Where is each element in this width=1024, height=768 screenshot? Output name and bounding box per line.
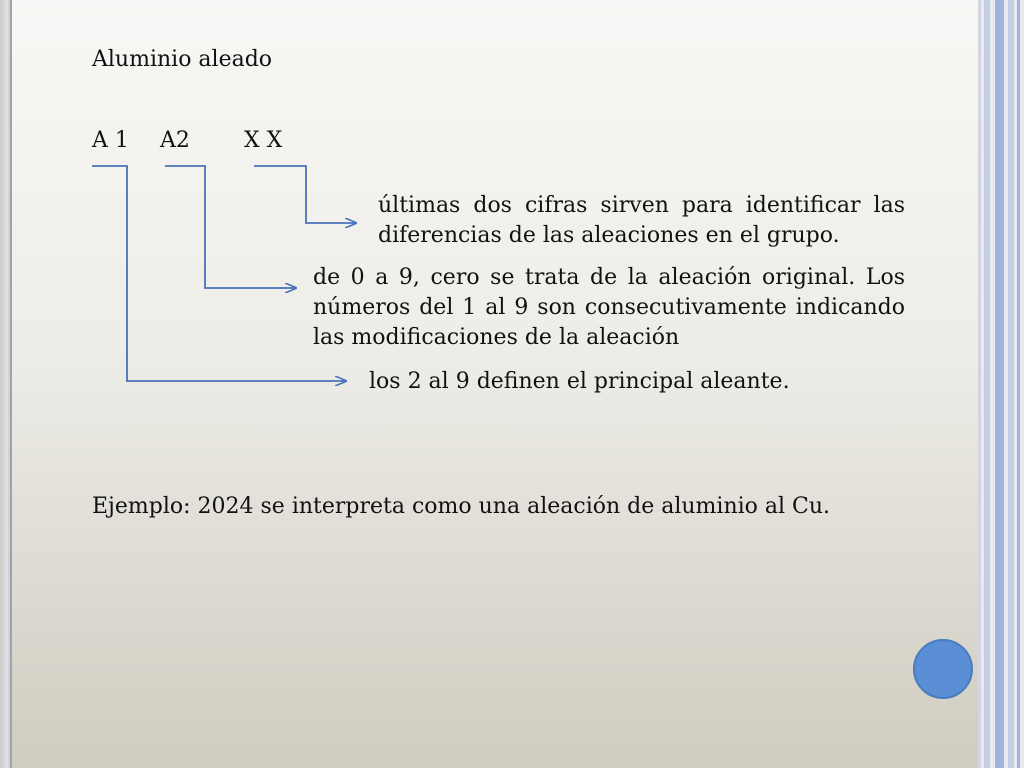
description-last-two-digits: últimas dos cifras sirven para identificar las diferencias de las aleaciones en el grupo. xyxy=(378,193,905,248)
code-digits-xx: X X xyxy=(244,128,283,153)
circle-decoration xyxy=(913,639,973,699)
description-second-digit: de 0 a 9, cero se trata de la aleación original. Los números del 1 al 9 son consecutivamente indicando las modificaciones de la aleación xyxy=(313,265,905,350)
arrow-xx xyxy=(254,166,356,223)
example-text: Ejemplo: 2024 se interpreta como una aleación de aluminio al Cu. xyxy=(92,494,831,519)
description-first-digit: los 2 al 9 definen el principal aleante. xyxy=(369,369,790,394)
slide-title: Aluminio aleado xyxy=(92,47,273,72)
code-digit-a2: A2 xyxy=(160,128,190,153)
arrow-a1 xyxy=(92,166,346,381)
arrow-a2 xyxy=(165,166,296,288)
code-digit-a1: A 1 xyxy=(92,128,129,153)
